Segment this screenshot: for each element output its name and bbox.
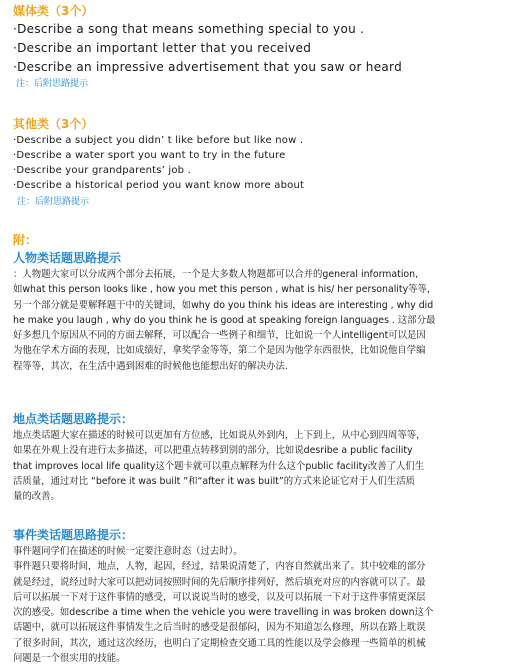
people-line: ：人物题大家可以分成两个部分去拓展，一个是大多数人物题都可以合并的general information, (13, 269, 419, 280)
places-section (13, 410, 501, 504)
media-item: ·Describe an impressive advertisement that you saw or heard (13, 60, 402, 74)
people-line: 如what this person looks like , how you met this person , what is his/ her personality等等， (13, 284, 437, 296)
places-line: 如果在外观上没有进行太多描述，可以把重点转移到别的部分，比如说desribe a public facility (13, 445, 413, 457)
places-line: 活质量，通过对比 “before it was built ”和“after it was built”的方式来论证它对于人们生活质 (13, 475, 415, 487)
people-line: 另一个部分就是要解释题干中的关键词，如why do you think his ideas are interesting , why did (13, 299, 434, 311)
places-line: 量的改善。 (13, 491, 60, 503)
others-item: ·Describe a historical period you want know more about (13, 180, 305, 191)
media-item: ·Describe a song that means something special to you . (13, 22, 365, 36)
others-heading: 其他类（3个） (13, 117, 94, 131)
events-line: 话题中，就可以拓展这件事情发生之后当时的感受是很郁闷，因为不知道怎么修理，所以在路上耽误 (13, 622, 426, 634)
events-line: 事件题只要将时间，地点，人物，起因，经过，结果说清楚了，内容自然就出来了。其中较难的部分 (13, 561, 426, 573)
events-line: 就是经过，说经过时大家可以把动词按照时间的先后顺序排列好，然后填充对应的内容就可以了。最 (13, 576, 426, 588)
others-note: 注：后附思路提示 (17, 197, 90, 207)
people-line: 好多想几个原因从不同的方面去解释，可以配合一些例子和细节，比如说一个人intelligent可以是因 (13, 330, 426, 342)
places-line: 地点类话题大家在描述的时候可以更加有方位感，比如说从外到内，上下到上，从中心到四周等等， (13, 430, 426, 441)
others-item: ·Describe your grandparents’ job . (13, 165, 191, 176)
people-line: 为他在学术方面的表现，比如成绩好，拿奖学金等等，第二个是因为他学东西很快，比如说他自学编 (13, 345, 426, 357)
others-item: ·Describe a water sport you want to try in the future (13, 150, 286, 161)
others-item: ·Describe a subject you didn’ t like before but like now . (13, 135, 304, 146)
events-line: 问题是一个很实用的技能。 (13, 653, 126, 665)
media-note: 注：后附思路提示 (16, 79, 89, 89)
people-line: he make you laugh , why do you think he is good at speaking foreign languages . 这部分最 (13, 314, 436, 326)
events-line: 后可以拓展一下对于这件事情的感受，可以说说当时的感受，以及可以拓展一下对于这件事情更深层 (13, 591, 426, 603)
others-section (13, 115, 304, 209)
appendix-label: 附： (13, 233, 38, 247)
events-line: 了很多时间，其次，通过这次经历，也明白了定期检查交通工具的性能以及学会修理一些简单的机械 (13, 637, 426, 649)
media-section (13, 2, 402, 91)
events-section (13, 526, 501, 666)
people-heading: 人物类话题思路提示 (13, 251, 122, 265)
places-line: that improves local life quality这个题卡就可以重点解释为什么这个public facility改善了人们生 (13, 460, 425, 472)
media-heading: 媒体类（3个） (13, 4, 94, 18)
people-section (13, 249, 501, 374)
people-line: 程等等，其次，在生活中遇到困难的时候他也能想出好的解决办法. (13, 360, 288, 372)
media-item: ·Describe an important letter that you received (13, 41, 312, 55)
events-line: 事件题同学们在描述的时候一定要注意时态（过去时）。 (13, 546, 243, 557)
places-heading: 地点类话题思路提示： (13, 412, 134, 426)
events-heading: 事件类话题思路提示： (13, 528, 134, 542)
events-line: 次的感受。如describe a time when the vehicle you were travelling in was broken down这个 (13, 607, 434, 619)
